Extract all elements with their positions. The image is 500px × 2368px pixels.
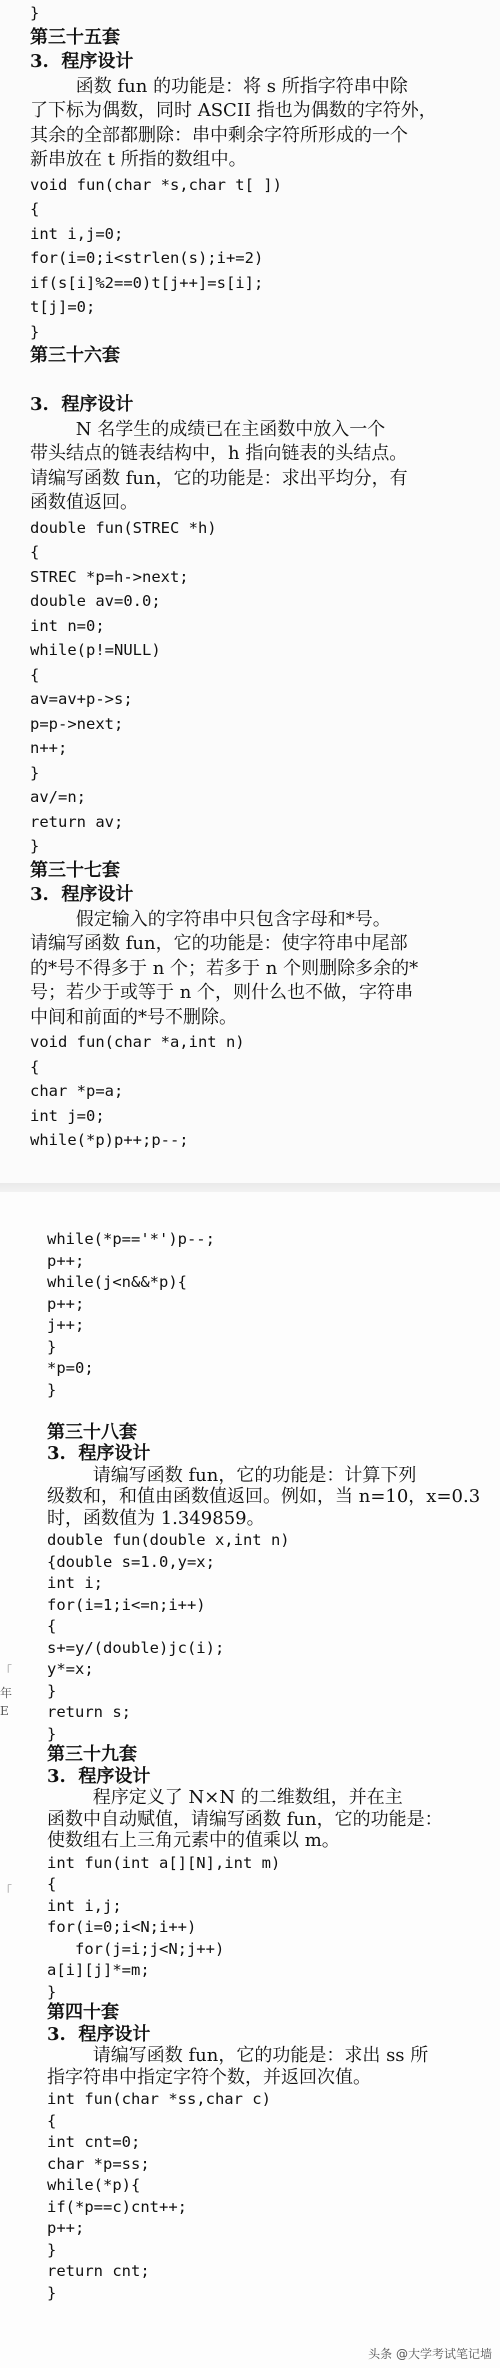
code-line: double fun(STREC *h) xyxy=(30,518,217,537)
code-line: int cnt=0; xyxy=(47,2133,141,2151)
code-line: p++; xyxy=(47,1251,85,1270)
code-line: while(*p)p++;p--; xyxy=(30,1131,189,1149)
text-line: 指字符串中指定字符个数，并返回次值。 xyxy=(47,2066,371,2088)
code-line: double av=0.0; xyxy=(30,592,161,610)
code-line: STREC *p=h->next; xyxy=(30,567,189,586)
code-line: av/=n; xyxy=(30,788,86,806)
text-line: 带头结点的链表结构中，h 指向链表的头结点。 xyxy=(30,443,408,464)
code-line: { xyxy=(30,200,40,218)
text-line: 级数和，和值由函数值返回。例如，当 n=10，x=0.3 xyxy=(47,1486,481,1507)
code-line: p=p->next; xyxy=(30,714,124,733)
code-line: void fun(char *s,char t[ ]) xyxy=(30,175,282,194)
text-line: 号；若少于或等于 n 个，则什么也不做，字符串 xyxy=(30,982,414,1003)
text-line: 请编写函数 fun，它的功能是：使字符串中尾部 xyxy=(30,933,408,954)
text-line: 假定输入的字符串中只包含字母和*号。 xyxy=(30,908,391,930)
code-line: for(i=0;i<strlen(s);i+=2) xyxy=(30,249,264,267)
code-line: { xyxy=(30,1057,40,1076)
code-line: {double s=1.0,y=x; xyxy=(47,1552,215,1571)
code-line: char *p=ss; xyxy=(47,2154,150,2173)
code-line: while(p!=NULL) xyxy=(30,641,161,659)
text-line: 时，函数值为 1.349859。 xyxy=(47,1507,265,1529)
code-line: n++; xyxy=(30,739,68,757)
code-line: if(s[i]%2==0)t[j++]=s[i]; xyxy=(30,273,264,292)
section-heading: 3. 程序设计 xyxy=(30,51,134,72)
code-line: char *p=a; xyxy=(30,1082,124,1100)
code-line: int i,j=0; xyxy=(30,224,124,243)
code-line: } xyxy=(47,1982,57,2001)
code-line: if(*p==c)cnt++; xyxy=(47,2197,187,2216)
code-line: return cnt; xyxy=(47,2262,150,2280)
code-line: av=av+p->s; xyxy=(30,690,133,708)
code-line: int i,j; xyxy=(47,1896,122,1915)
code-line: { xyxy=(30,543,40,561)
text-line: 程序定义了 N×N 的二维数组，并在主 xyxy=(47,1787,403,1808)
section-heading: 第三十六套 xyxy=(30,345,120,366)
section-heading: 第三十九套 xyxy=(47,1744,137,1765)
code-line: a[i][j]*=m; xyxy=(47,1961,150,1979)
margin-mark: 「 xyxy=(0,1884,13,1898)
code-line: while(*p=='*')p--; xyxy=(47,1230,215,1248)
text-line: 函数中自动赋值，请编写函数 fun，它的功能是： xyxy=(47,1808,443,1830)
page-scan-2 xyxy=(0,1192,500,2368)
section-heading: 第三十五套 xyxy=(30,26,120,48)
code-line: for(i=0;i<N;i++) xyxy=(47,1918,197,1936)
code-line: int j=0; xyxy=(30,1106,105,1125)
code-line: } xyxy=(47,2240,57,2259)
text-line: 的*号不得多于 n 个；若多于 n 个则删除多余的* xyxy=(30,957,419,979)
watermark: 头条 @大学考试笔记墙 xyxy=(368,2347,492,2361)
code-line: } xyxy=(47,1380,57,1399)
code-line: { xyxy=(47,2111,57,2130)
code-line: return av; xyxy=(30,812,124,831)
text-line: 请编写函数 fun，它的功能是：求出 ss 所 xyxy=(47,2045,429,2066)
code-line: p++; xyxy=(47,2219,85,2237)
section-heading: 第三十七套 xyxy=(30,859,120,881)
code-line: { xyxy=(47,1875,57,1893)
code-line: } xyxy=(30,4,40,22)
section-heading: 3. 程序设计 xyxy=(47,1765,151,1787)
margin-mark: 「 xyxy=(0,1664,13,1678)
section-heading: 3. 程序设计 xyxy=(30,394,134,415)
text-line: N 名学生的成绩已在主函数中放入一个 xyxy=(30,418,386,440)
code-line: return s; xyxy=(47,1703,131,1721)
code-line: for(i=1;i<=n;i++) xyxy=(47,1595,206,1614)
code-line: { xyxy=(30,665,40,684)
code-line: { xyxy=(47,1617,57,1635)
code-line: } xyxy=(30,763,40,782)
code-line: *p=0; xyxy=(47,1359,94,1377)
code-line: double fun(double x,int n) xyxy=(47,1531,290,1549)
text-line: 使数组右上三角元素中的值乘以 m。 xyxy=(47,1830,340,1851)
code-line: } xyxy=(47,1337,57,1356)
code-line: } xyxy=(30,322,40,341)
code-line: } xyxy=(30,837,40,855)
text-line: 请编写函数 fun，它的功能是：求出平均分，有 xyxy=(30,467,408,489)
code-line: } xyxy=(47,2283,57,2302)
code-line: while(j<n&&*p){ xyxy=(47,1273,187,1291)
section-heading: 3. 程序设计 xyxy=(30,884,134,905)
text-line: 函数值返回。 xyxy=(30,492,138,513)
section-heading: 3. 程序设计 xyxy=(47,2023,151,2045)
margin-mark: 年 xyxy=(0,1686,13,1700)
code-line: while(*p){ xyxy=(47,2176,141,2194)
text-line: 新串放在 t 所指的数组中。 xyxy=(30,149,247,170)
code-line: void fun(char *a,int n) xyxy=(30,1033,245,1051)
code-line: int n=0; xyxy=(30,616,105,635)
code-line: } xyxy=(47,1681,57,1700)
code-line: } xyxy=(47,1724,57,1743)
code-line: for(j=i;j<N;j++) xyxy=(47,1939,225,1958)
text-line: 了下标为偶数，同时 ASCII 指也为偶数的字符外， xyxy=(30,100,437,121)
code-line: s+=y/(double)jc(i); xyxy=(47,1638,225,1657)
text-line: 函数 fun 的功能是：将 s 所指字符串中除 xyxy=(30,75,408,97)
code-line: y*=x; xyxy=(47,1660,94,1678)
code-line: t[j]=0; xyxy=(30,298,96,316)
text-line: 中间和前面的*号不删除。 xyxy=(30,1006,237,1028)
code-line: int fun(char *ss,char c) xyxy=(47,2090,271,2108)
code-line: p++; xyxy=(47,1294,85,1313)
text-line: 其余的全部都删除：串中剩余字符所形成的一个 xyxy=(30,124,408,146)
code-line: j++; xyxy=(47,1316,85,1334)
text-line: 请编写函数 fun，它的功能是：计算下列 xyxy=(47,1464,417,1486)
code-line: int i; xyxy=(47,1574,103,1592)
section-heading: 3. 程序设计 xyxy=(47,1443,151,1464)
margin-mark: E xyxy=(0,1704,9,1718)
section-heading: 第三十八套 xyxy=(47,1421,137,1443)
section-heading: 第四十套 xyxy=(47,2002,119,2023)
code-line: int fun(int a[][N],int m) xyxy=(47,1853,281,1872)
